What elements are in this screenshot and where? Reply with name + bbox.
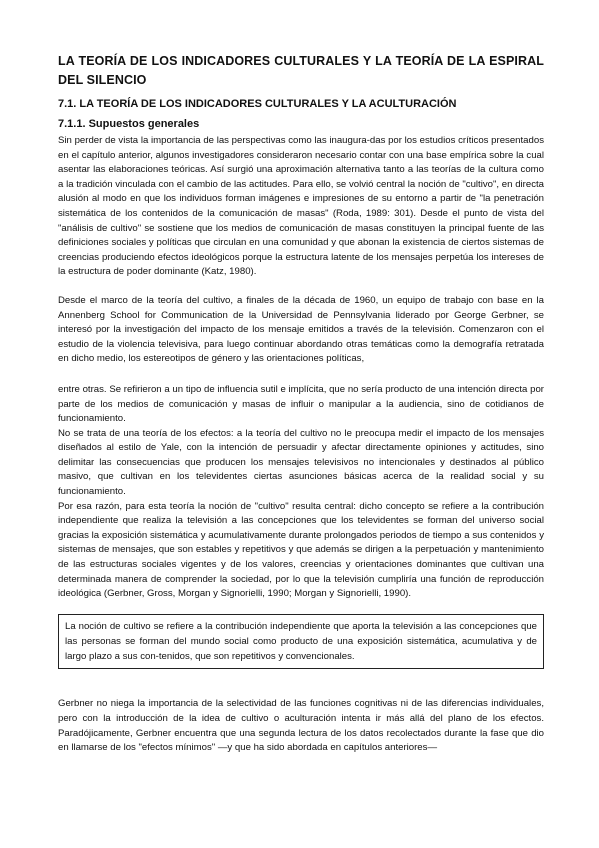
subsection-heading: 7.1.1. Supuestos generales	[58, 118, 200, 130]
section-heading: 7.1. LA TEORÍA DE LOS INDICADORES CULTURALES Y LA ACULTURACIÓN	[58, 98, 457, 110]
paragraph-no-teoria-efectos: No se trata de una teoría de los efectos: a la teoría del cultivo no le preocupa medir el impacto de los mensajes diseñados al estilo de Yale, con la intención de persuadir y afectar directamente opiniones y actitudes, sino delimitar las consecuencias que producen los mensajes televisivos no intencionales y destinados al público masivo, que cultivan en los televidentes ciertas asunciones básicas acerca de la realidad social y su funcionamiento.	[58, 427, 544, 498]
paragraph-gerbner-annenberg: Desde el marco de la teoría del cultivo, a finales de la década de 1960, un equipo de trabajo con base en la Annenberg School for Communication de la Universidad de Pennsylvania liderado por George Gerbner, se interesó por la investigación del impacto de los mensaje emitidos a través de la televisión. Comenzaron con el estudio de la violencia televisiva, para luego continuar abordando otras temáticas como la demografía retratada en dicho medio, los estereotipos de género y las orientaciones políticas,	[58, 294, 544, 365]
paragraph-gerbner-selectividad: Gerbner no niega la importancia de la selectividad de las funciones cognitivas ni de las diferencias individuales, pero con la introducción de la idea de cultivo o aculturación intenta ir más allá del plano de los efectos. Paradójicamente, Gerbner encuentra que una segunda lectura de los datos recolectados durante la fase que dio en llamarse de los "efectos mínimos" —y que ha sido abordada en capítulos anteriores—	[58, 698, 544, 754]
paragraph-influencia-sutil: entre otras. Se refirieron a un tipo de influencia sutil e implícita, que no sería producto de una intención directa por parte de los medios de comunicación y masas de influir o manipular a la audiencia, sino de cotidianos de funcionamiento.	[58, 383, 544, 425]
definition-box	[58, 614, 544, 670]
document-page	[58, 52, 544, 756]
definition-text: La noción de cultivo se refiere a la contribución independiente que aporta la televisión a las concepciones que las personas se forman del mundo social como producto de una exposición sistemática, acumulativa y de largo plazo a sus con-tenidos, que son repetitivos y convencionales.	[65, 620, 537, 663]
paragraph-gap	[58, 280, 544, 294]
document-title: LA TEORÍA DE LOS INDICADORES CULTURALES Y LA TEORÍA DE LA ESPIRAL DEL SILENCIO	[58, 54, 544, 87]
paragraph-gap	[58, 367, 544, 383]
paragraph-nocion-cultivo: Por esa razón, para esta teoría la noción de "cultivo" resulta central: dicho concepto se refiere a la contribución independiente que realiza la televisión a las concepciones que los televidentes se forman del universo social gracias la exposición sistemática y acumulativamente durante prolongados periodos de tiempo a sus contenidos y sistemas de mensajes, que son estables y repetitivos y que además se dirigen a la perpetuación y mantenimiento de las estructuras sociales vigentes y de los valores, creencias y orientaciones dominantes que cultivan una determinada manera de comprender la sociedad, por lo que la televisión cumpliría una función de reproducción ideológica (Gerbner, Gross, Morgan y Signorielli, 1990; Morgan y Signorielli, 1990).	[58, 500, 544, 600]
paragraph-cultivo-intro: Sin perder de vista la importancia de las perspectivas como las inaugura-das por los estudios críticos presentados en el capítulo anterior, algunos investigadores consideraron necesario contar con una base empírica sobre la cual asentar las elaboraciones teóricas. Así surgió una aproximación alternativa tanto a las teorías de la cultura como a la tradición vinculada con el cambio de las actitudes. Para ello, se volvió central la noción de "cultivo", en directa alusión al modo en que los individuos forman imágenes e impresiones de su entorno a partir de "la penetración sistemática de los contenidos de la comunicación de masas" (Roda, 1989: 301). Desde el punto de vista del "análisis de cultivo" se sostiene que los medios de comunicación de masas constituyen la principal fuente de las definiciones sociales y políticas que circulan en una comunidad y que abonan la existencia de ciertos sistemas de creencias produciendo efectos ideológicos porque la estructura latente de los mensajes perpetúa los intereses de la estructura de poder dominante (Katz, 1980).	[58, 135, 544, 278]
